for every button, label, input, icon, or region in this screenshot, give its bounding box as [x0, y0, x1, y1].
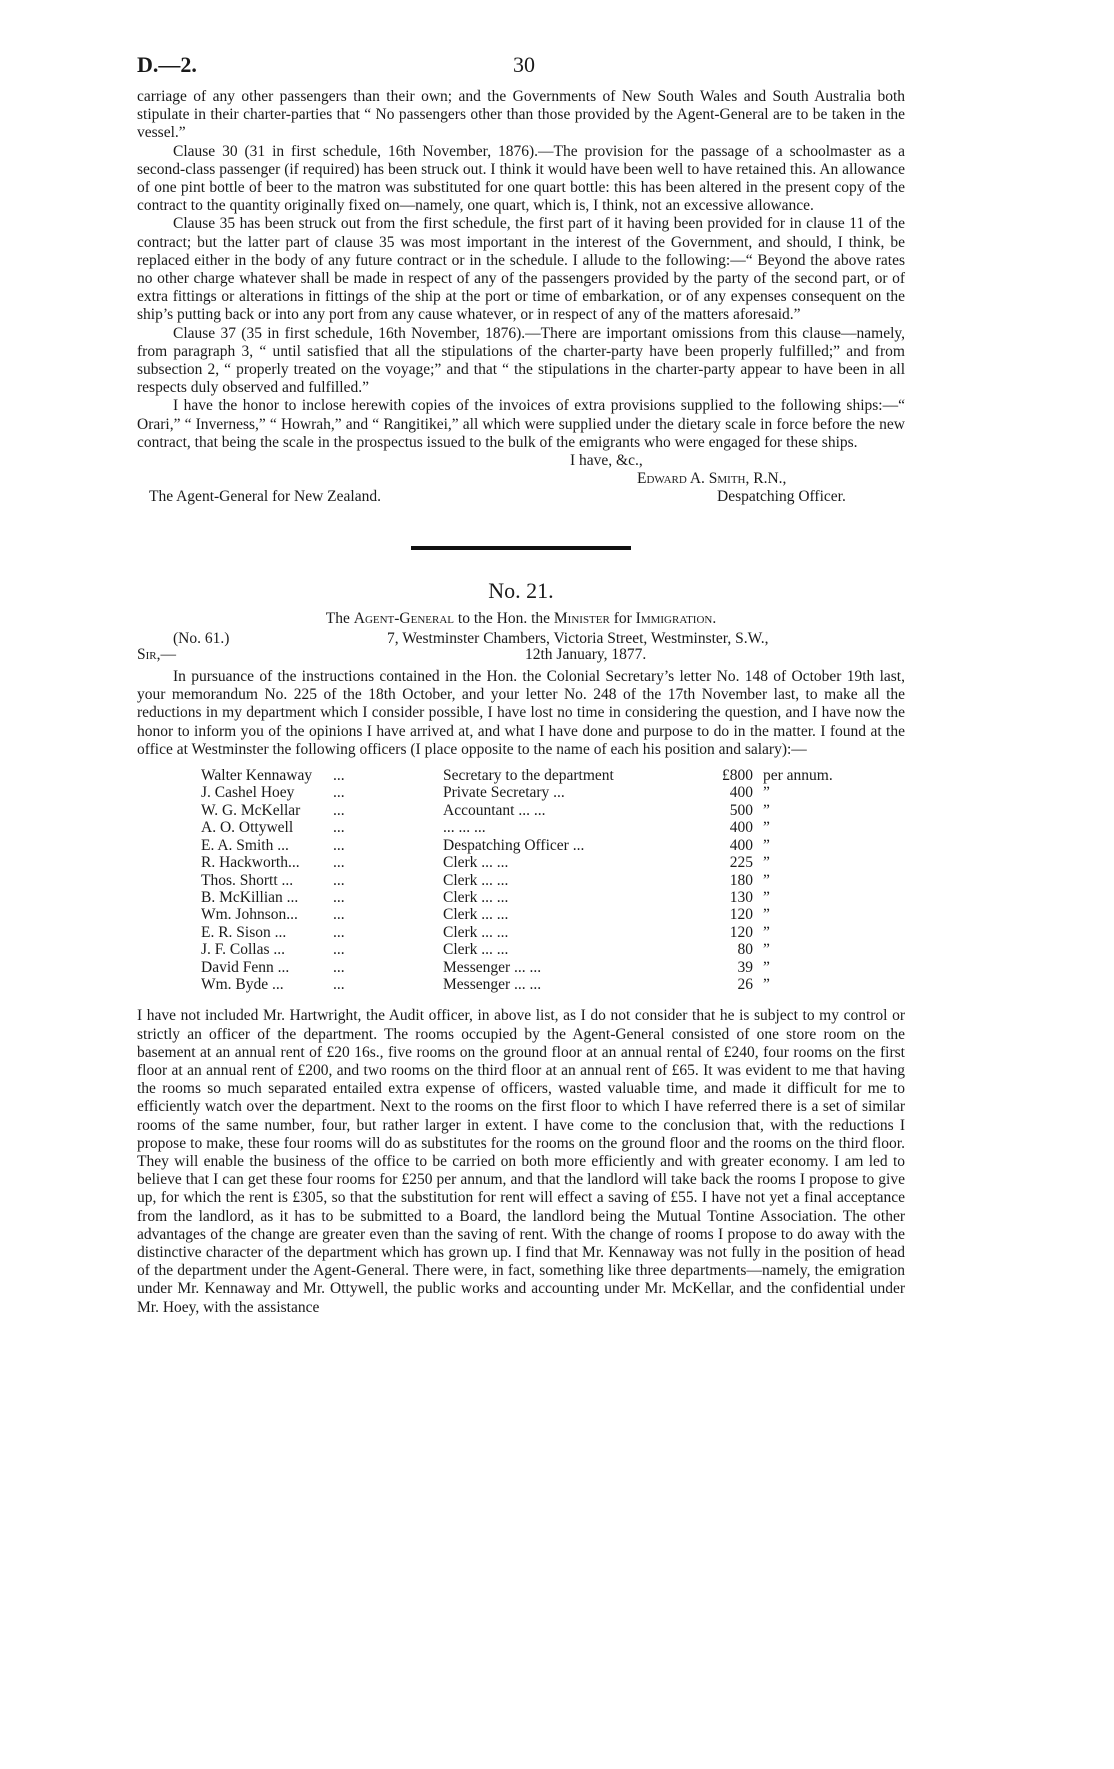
table-row: [201, 959, 853, 976]
heading-text: for: [609, 610, 636, 628]
officer-name: J. F. Collas ...: [201, 941, 286, 959]
salary-unit: ”: [763, 784, 770, 802]
paragraph: Clause 30 (31 in first schedule, 16th November, 1876).—The provision for the passage of a schoolmaster as a second-class passenger (if required) has been struck out. I think it would have been well to have retained this. An allowance of one pint bottle of beer to the matron was substituted for one quart bottle: this has been altered in the present copy of the contract to the quantity originally fixed on—namely, one quart, which is, I think, not an excessive allowance.: [137, 142, 905, 215]
letter-heading: [137, 610, 905, 628]
table-row: [201, 976, 853, 993]
table-row: [201, 941, 853, 958]
heading-text: .: [712, 610, 717, 628]
officer-salary: £800: [722, 767, 753, 785]
officer-salary: 400: [729, 836, 753, 854]
officer-salary: 225: [729, 854, 753, 872]
leader-dots: ...: [333, 767, 345, 785]
letter-continuation: [137, 1007, 905, 1316]
letter-date: 12th January, 1877.: [525, 646, 647, 664]
officer-position: Clerk ... ...: [443, 854, 509, 872]
previous-letter-body: [137, 88, 905, 452]
leader-dots: ...: [333, 958, 345, 976]
salary-unit: ”: [763, 906, 770, 924]
officer-position: ... ... ...: [443, 819, 486, 837]
officer-name: E. A. Smith ...: [201, 836, 289, 854]
page-number: 30: [513, 52, 535, 77]
heading-text: The: [325, 610, 354, 628]
reference-number: (No. 61.): [173, 630, 230, 648]
officer-name: B. McKillian ...: [201, 888, 299, 906]
officer-name: R. Hackworth...: [201, 854, 300, 872]
addressee: The Agent-General for New Zealand.: [149, 488, 381, 506]
table-row: [201, 924, 853, 941]
document-reference: D.—2.: [137, 52, 197, 77]
officer-name: A. O. Ottywell: [201, 819, 294, 837]
salary-unit: ”: [763, 975, 770, 993]
leader-dots: ...: [333, 923, 345, 941]
table-row: [201, 872, 853, 889]
leader-dots: ...: [333, 941, 345, 959]
officer-salary: 400: [729, 784, 753, 802]
salary-unit: ”: [763, 819, 770, 837]
leader-dots: ...: [333, 906, 345, 924]
officer-position: Clerk ... ...: [443, 906, 509, 924]
officer-salary: 180: [729, 871, 753, 889]
officer-salary: 39: [737, 958, 753, 976]
document-page: [137, 48, 905, 1317]
page-header: [137, 48, 905, 88]
closing: I have, &c.,: [570, 452, 643, 470]
heading-department: Immigration: [635, 610, 713, 628]
leader-dots: ...: [333, 819, 345, 837]
heading-recipient: Minister: [553, 610, 610, 628]
table-row: [201, 837, 853, 854]
heading-text: to the Hon. the: [454, 610, 554, 628]
table-row: [201, 854, 853, 871]
table-row: [201, 784, 853, 801]
officer-position: Private Secretary ...: [443, 784, 565, 802]
leader-dots: ...: [333, 888, 345, 906]
salary-unit: ”: [763, 941, 770, 959]
paragraph: Clause 37 (35 in first schedule, 16th November, 1876).—There are important omissions from this clause—namely, from paragraph 3, “ until satisfied that all the stipulations of the charter-party have been properly fulfilled;” and from subsection 2, “ properly treated on the voyage;” and that “ the stipulations in the charter-party appear to have been in all respects duly observed and fulfilled.”: [137, 324, 905, 397]
officer-position: Messenger ... ...: [443, 958, 542, 976]
heading-sender: Agent-General: [353, 610, 455, 628]
officer-name: E. R. Sison ...: [201, 923, 287, 941]
officer-salary: 120: [729, 906, 753, 924]
leader-dots: ...: [333, 854, 345, 872]
officer-position: Despatching Officer ...: [443, 836, 585, 854]
officer-name: J. Cashel Hoey: [201, 784, 295, 802]
salutation: Sir,—: [137, 646, 176, 664]
signatory-title: Despatching Officer.: [717, 488, 846, 506]
officer-position: Clerk ... ...: [443, 923, 509, 941]
leader-dots: ...: [333, 836, 345, 854]
officer-name: Thos. Shortt ...: [201, 871, 294, 889]
officer-position: Secretary to the department: [443, 767, 614, 785]
officer-salary: 80: [737, 941, 753, 959]
officer-position: Messenger ... ...: [443, 975, 542, 993]
paragraph: I have the honor to inclose herewith copies of the invoices of extra provisions supplied to the following ships:—“ Orari,” “ Inverness,” “ Howrah,” and “ Rangitikei,” all which were supplied under the dietary scale in force before the new contract, that being the scale in the prospectus issued to the bulk of the emigrants who were engaged for these ships.: [137, 397, 905, 451]
salary-unit: ”: [763, 854, 770, 872]
officer-salary: 120: [729, 923, 753, 941]
salary-unit: per annum.: [763, 767, 833, 785]
table-row: [201, 819, 853, 836]
officer-salary: 130: [729, 888, 753, 906]
signature-block: [137, 452, 905, 512]
table-row: [201, 889, 853, 906]
officer-name: David Fenn ...: [201, 958, 290, 976]
officer-salary: 400: [729, 819, 753, 837]
salary-unit: ”: [763, 836, 770, 854]
officers-table: [201, 767, 853, 993]
officer-name: Wm. Byde ...: [201, 975, 284, 993]
letter-number: No. 21.: [488, 578, 554, 604]
sender-address: 7, Westminster Chambers, Victoria Street, Westminster, S.W.,: [387, 630, 769, 648]
officer-salary: 26: [737, 975, 753, 993]
leader-dots: ...: [333, 784, 345, 802]
officer-position: Clerk ... ...: [443, 888, 509, 906]
officer-position: Accountant ... ...: [443, 801, 546, 819]
letter-body: [137, 668, 905, 759]
table-row: [201, 906, 853, 923]
officer-position: Clerk ... ...: [443, 871, 509, 889]
salary-unit: ”: [763, 923, 770, 941]
salary-unit: ”: [763, 871, 770, 889]
leader-dots: ...: [333, 975, 345, 993]
salary-unit: ”: [763, 958, 770, 976]
officer-name: Walter Kennaway: [201, 767, 313, 785]
leader-dots: ...: [333, 801, 345, 819]
paragraph: Clause 35 has been struck out from the first schedule, the first part of it having been provided for in clause 11 of the contract; but the latter part of clause 35 was most important in the interest of the Government, and should, I think, be replaced either in the body of any future contract or in the schedule. I allude to the following:—“ Beyond the above rates no other charge whatever shall be made in respect of any of the passengers provided by the party of the second part, or of extra fittings or alterations in fittings of the ship at the port or time of embarkation, or of any expenses consequent on the ship’s putting back or into any port from any cause whatever, or in respect of any of the matters aforesaid.”: [137, 215, 905, 324]
table-row: [201, 802, 853, 819]
officer-name: Wm. Johnson...: [201, 906, 298, 924]
signatory-name: Edward A. Smith, R.N.,: [637, 470, 787, 488]
letter-meta: [137, 628, 905, 668]
paragraph: carriage of any other passengers than their own; and the Governments of New South Wales and South Australia both stipulate in their charter-parties that “ No passengers other than those provided by the Agent-General are to be taken in the vessel.”: [137, 88, 905, 142]
paragraph: I have not included Mr. Hartwright, the Audit officer, in above list, as I do not consider that he is subject to my control or strictly an officer of the department. The rooms occupied by the Agent-General consisted of one store room on the basement at an annual rent of £20 16s., five rooms on the ground floor at an annual rental of £240, four rooms on the first floor at an annual rent of £200, and two rooms on the third floor at an annual rent of £65. It was evident to me that having the rooms so much separated entailed extra expense of officers, wasted valuable time, and made it difficult for me to efficiently watch over the department. Next to the rooms on the first floor to which I have referred there is a set of similar rooms of the same number, four, but rather larger in extent. I have come to the conclusion that, with the reductions I propose to make, these four rooms will do as substitutes for the rooms on the ground floor and the rooms on the third floor. They will enable the business of the office to be carried on both more efficiently and with greater economy. I am led to believe that I can get these four rooms for £250 per annum, and that the landlord will take back the rooms I propose to give up, for which the rent is £305, so that the substitution for rent will effect a saving of £55. I have not yet a final acceptance from the landlord, as it has to be submitted to a Board, the landlord being the Mutual Tontine Association. The other advantages of the change are greater even than the saving of rent. With the change of rooms I propose to do away with the distinctive character of the department which has grown up. I find that Mr. Kennaway was not fully in the position of head of the department under the Agent-General. There were, in fact, something like three departments—namely, the emigration under Mr. Kennaway and Mr. Ottywell, the public works and accounting under Mr. McKellar, and the confidential under Mr. Hoey, with the assistance: [137, 1007, 905, 1316]
officer-name: W. G. McKellar: [201, 801, 301, 819]
intro-paragraph: In pursuance of the instructions contained in the Hon. the Colonial Secretary’s letter No. 148 of October 19th last, your memorandum No. 225 of the 18th October, and your letter No. 248 of the 17th November last, to make all the reductions in my department which I consider possible, I have lost no time in considering the question, and I have now the honor to inform you of the opinions I have arrived at, and what I have done and purpose to do in the matter. I found at the office at Westminster the following officers (I place opposite to the name of each his position and salary):—: [137, 668, 905, 758]
salary-unit: ”: [763, 801, 770, 819]
officer-salary: 500: [729, 801, 753, 819]
table-row: [201, 767, 853, 784]
section-divider: [411, 546, 631, 550]
salary-unit: ”: [763, 888, 770, 906]
leader-dots: ...: [333, 871, 345, 889]
officer-position: Clerk ... ...: [443, 941, 509, 959]
